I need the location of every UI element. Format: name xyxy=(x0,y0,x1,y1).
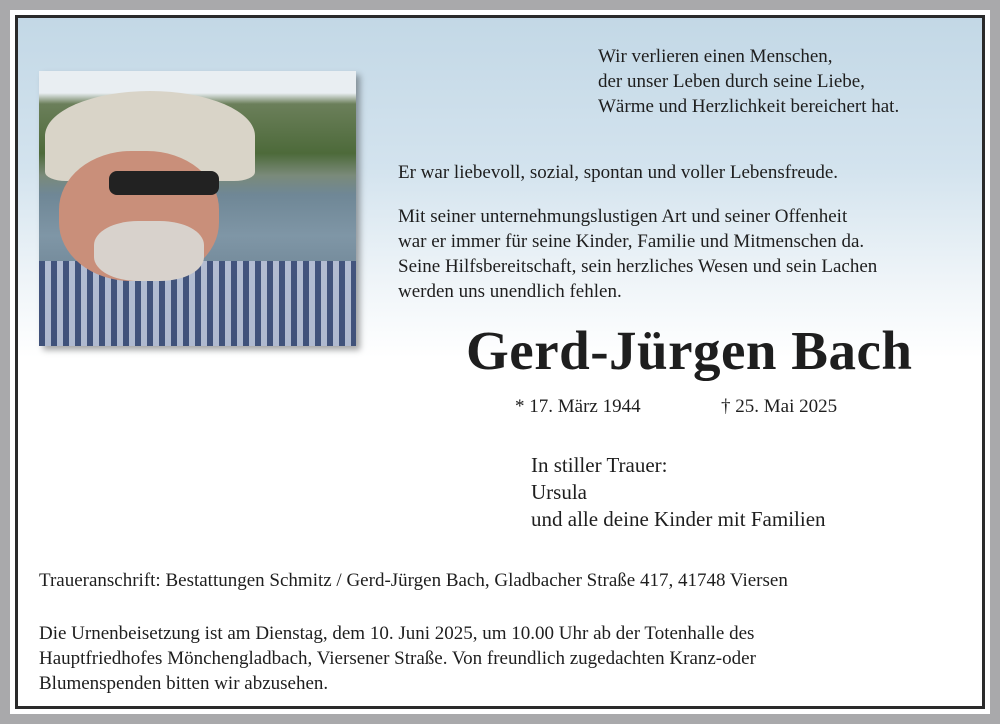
mourning-address: Traueranschrift: Bestattungen Schmitz / Gerd-Jürgen Bach, Gladbacher Straße 417, 41748 Viersen xyxy=(39,570,788,591)
mourners-line: In stiller Trauer: xyxy=(531,453,668,477)
paragraph-2 xyxy=(398,204,877,304)
deceased-name: Gerd-Jürgen Bach xyxy=(466,320,913,381)
ceremony-line: Die Urnenbeisetzung ist am Dienstag, dem 10. Juni 2025, um 10.00 Uhr ab der Totenhalle des xyxy=(39,623,755,644)
paragraph-1: Er war liebevoll, sozial, spontan und voller Lebensfreude. xyxy=(398,162,839,183)
mourners-line: und alle deine Kinder mit Familien xyxy=(531,507,826,531)
quote-line: der unser Leben durch seine Liebe, xyxy=(598,71,865,92)
mourners xyxy=(531,452,826,533)
quote-line: Wir verlieren einen Menschen, xyxy=(598,46,833,67)
ceremony-line: Blumenspenden bitten wir abzusehen. xyxy=(39,673,329,694)
ceremony-info xyxy=(39,621,756,696)
quote-line: Wärme und Herzlichkeit bereichert hat. xyxy=(598,96,900,117)
portrait-photo xyxy=(39,71,356,346)
notice-outer xyxy=(10,10,990,714)
ceremony-line: Hauptfriedhofes Mönchengladbach, Viersener Straße. Von freundlich zugedachten Kranz-oder xyxy=(39,648,756,669)
birth-date: * 17. März 1944 xyxy=(515,396,641,417)
paragraph-line: werden uns unendlich fehlen. xyxy=(398,281,622,302)
quote xyxy=(598,44,899,119)
obituary-notice xyxy=(15,15,985,709)
mourners-line: Ursula xyxy=(531,480,587,504)
paragraph-line: Mit seiner unternehmungslustigen Art und seiner Offenheit xyxy=(398,206,848,227)
death-date: † 25. Mai 2025 xyxy=(721,396,838,417)
paragraph-line: war er immer für seine Kinder, Familie und Mitmenschen da. xyxy=(398,231,865,252)
paragraph-line: Seine Hilfsbereitschaft, sein herzliches Wesen und sein Lachen xyxy=(398,256,878,277)
